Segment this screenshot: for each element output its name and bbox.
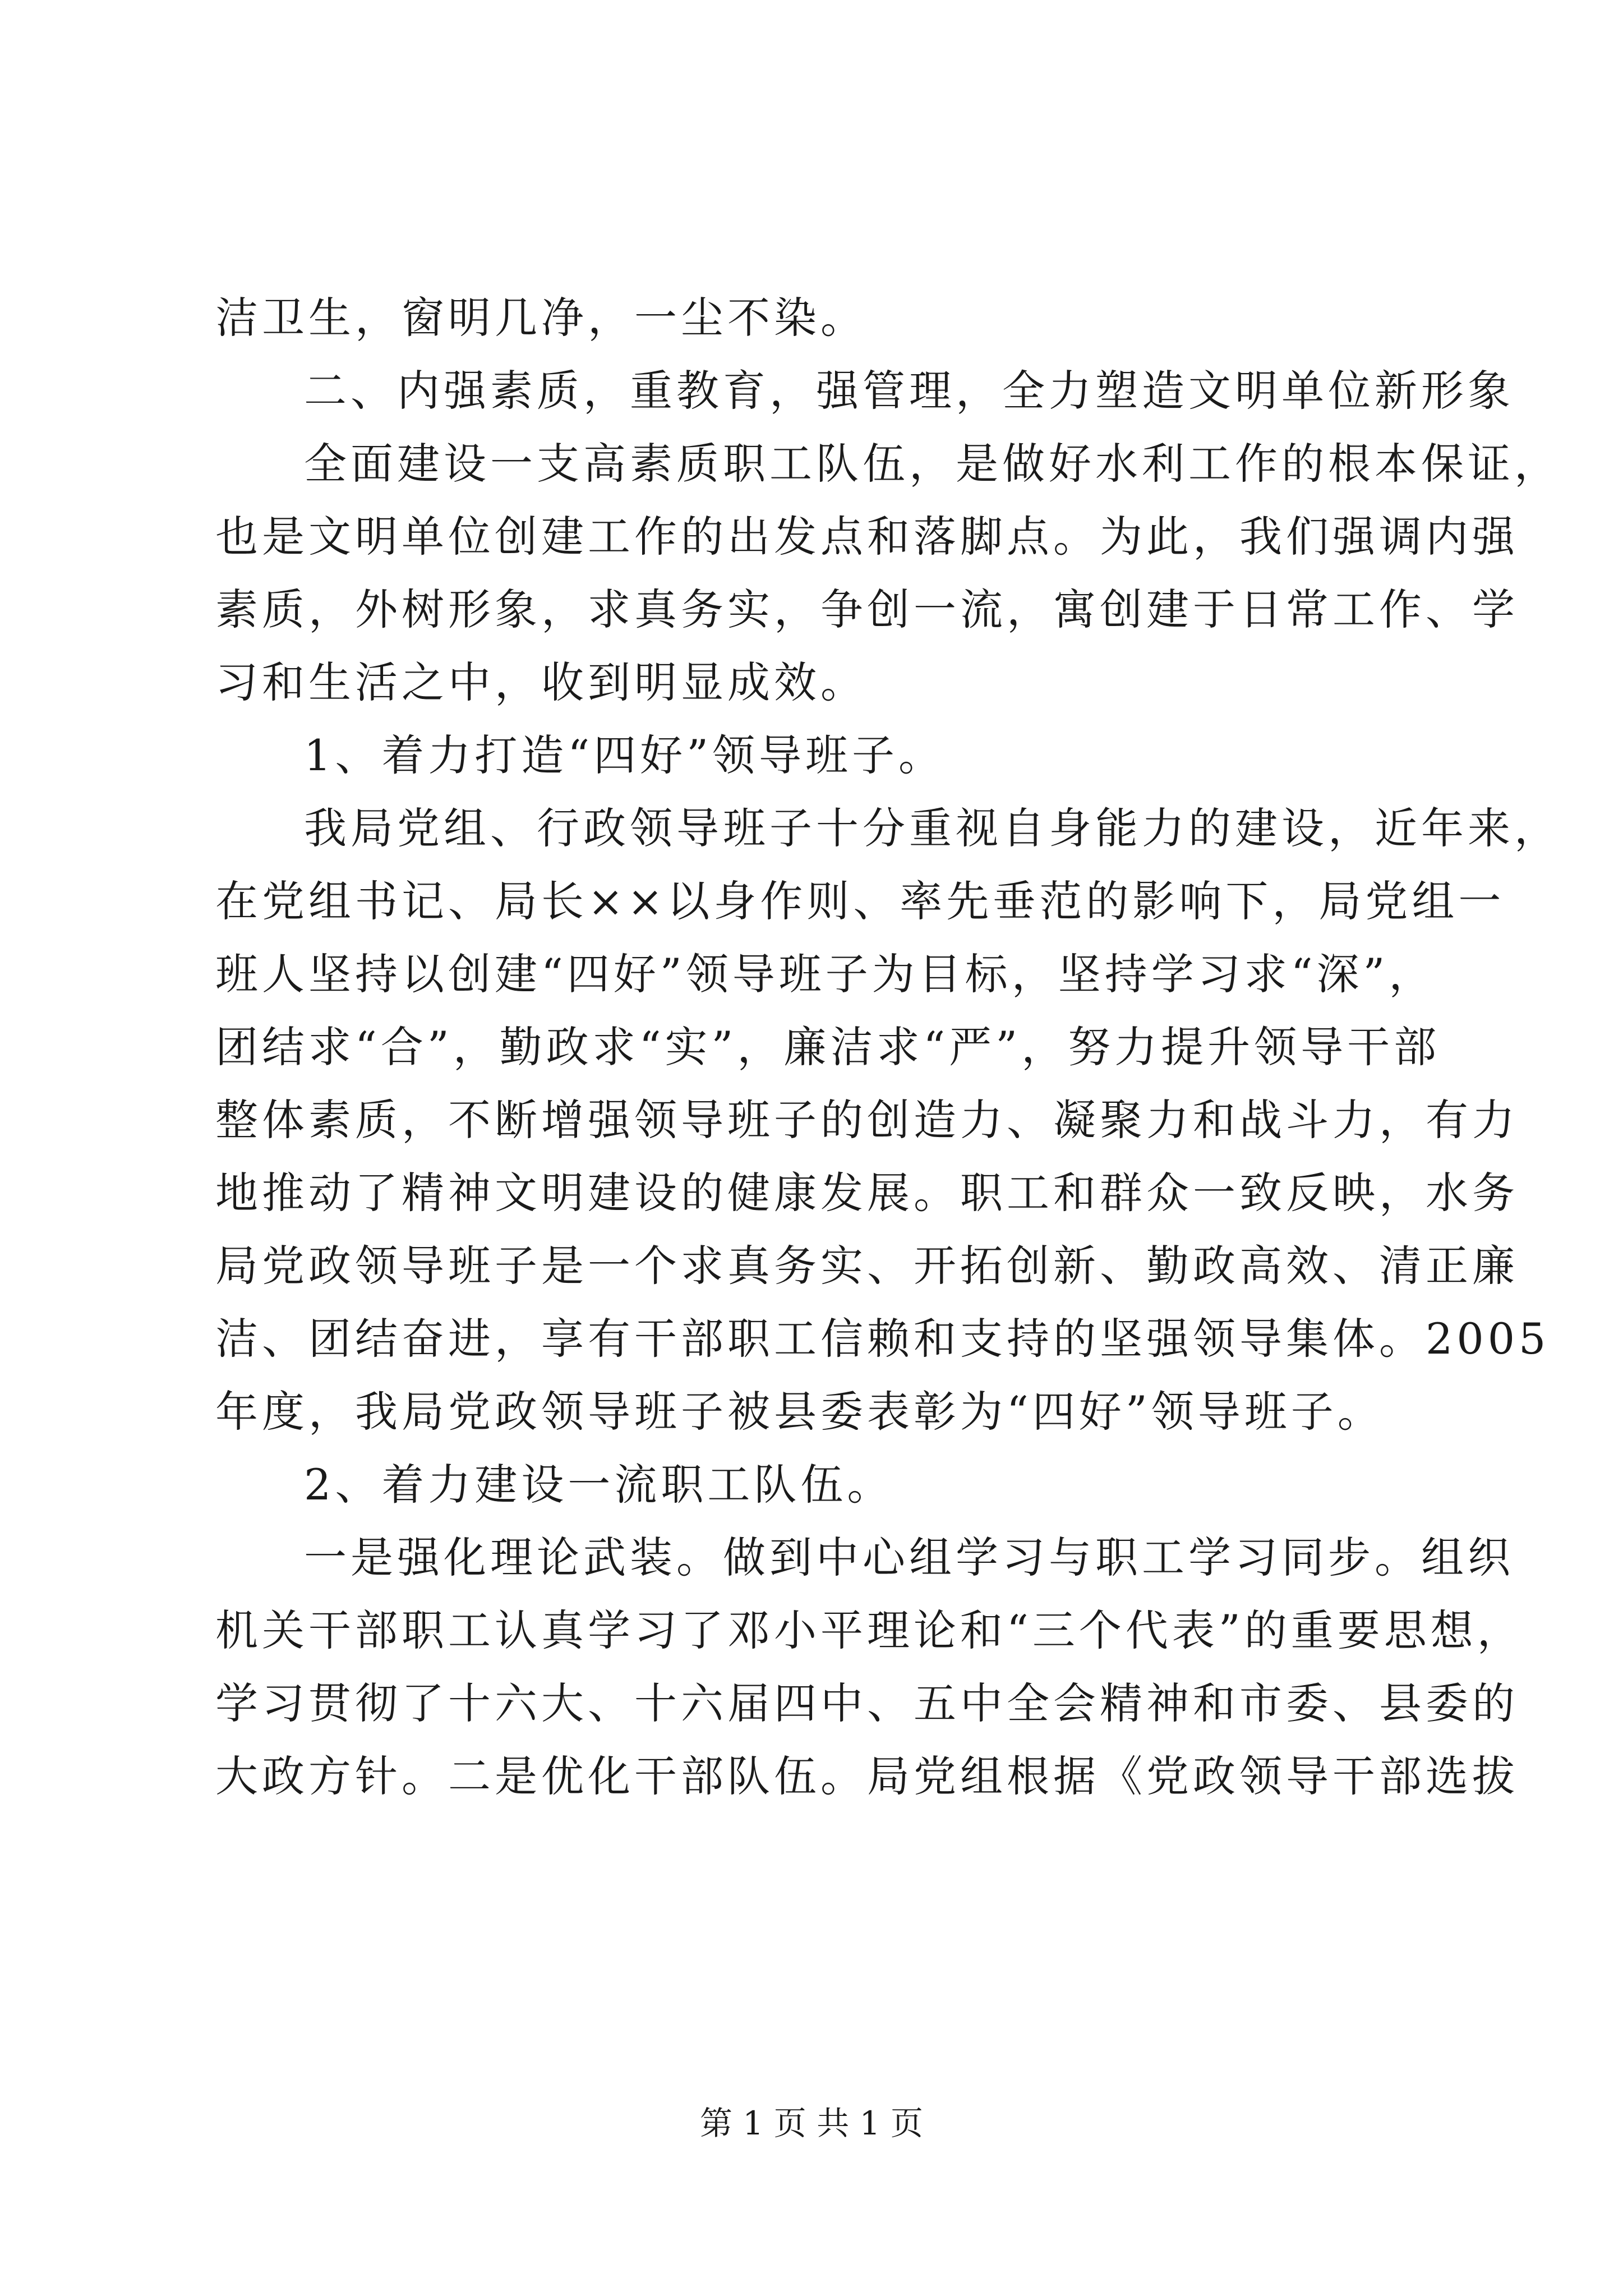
text-line: 洁卫生，窗明几净，一尘不染。 — [215, 293, 867, 343]
text-line: 地推动了精神文明建设的健康发展。职工和群众一致反映，水务 — [215, 1168, 1519, 1218]
text-line: 整体素质，不断增强领导班子的创造力、凝聚力和战斗力，有力 — [215, 1095, 1519, 1145]
page-footer: 第 1 页 共 1 页 — [700, 2104, 923, 2142]
text-line: 一是强化理论武装。做到中心组学习与职工学习同步。组织 — [304, 1533, 1514, 1582]
text-line: 全面建设一支高素质职工队伍，是做好水利工作的根本保证， — [304, 439, 1561, 489]
subsection-heading: 1、着力打造“四好”领导班子。 — [304, 730, 946, 780]
text-line: 年度，我局党政领导班子被县委表彰为“四好”领导班子。 — [215, 1387, 1384, 1437]
text-line: 局党政领导班子是一个求真务实、开拓创新、勤政高效、清正廉 — [215, 1241, 1519, 1291]
text-line: 也是文明单位创建工作的出发点和落脚点。为此，我们强调内强 — [215, 512, 1519, 562]
text-line: 我局党组、行政领导班子十分重视自身能力的建设，近年来， — [304, 803, 1561, 853]
text-line: 学习贯彻了十六大、十六届四中、五中全会精神和市委、县委的 — [215, 1678, 1519, 1728]
text-line: 在党组书记、局长××以身作则、率先垂范的影响下，局党组一 — [215, 876, 1505, 926]
text-line: 班人坚持以创建“四好”领导班子为目标，坚持学习求“深”， — [215, 949, 1436, 999]
text-line: 大政方针。二是优化干部队伍。局党组根据《党政领导干部选拔 — [215, 1751, 1519, 1801]
text-line: 机关干部职工认真学习了邓小平理论和“三个代表”的重要思想， — [215, 1605, 1524, 1655]
subsection-heading: 2、着力建设一流职工队伍。 — [304, 1460, 894, 1510]
text-line: 素质，外树形象，求真务实，争创一流，寓创建于日常工作、学 — [215, 585, 1519, 634]
section-heading: 二、内强素质，重教育，强管理，全力塑造文明单位新形象 — [304, 366, 1514, 416]
text-line: 习和生活之中，收到明显成效。 — [215, 657, 867, 707]
text-line: 洁、团结奋进，享有干部职工信赖和支持的坚强领导集体。2005 — [215, 1314, 1550, 1364]
text-line: 团结求“合”，勤政求“实”，廉洁求“严”，努力提升领导干部 — [215, 1022, 1441, 1072]
